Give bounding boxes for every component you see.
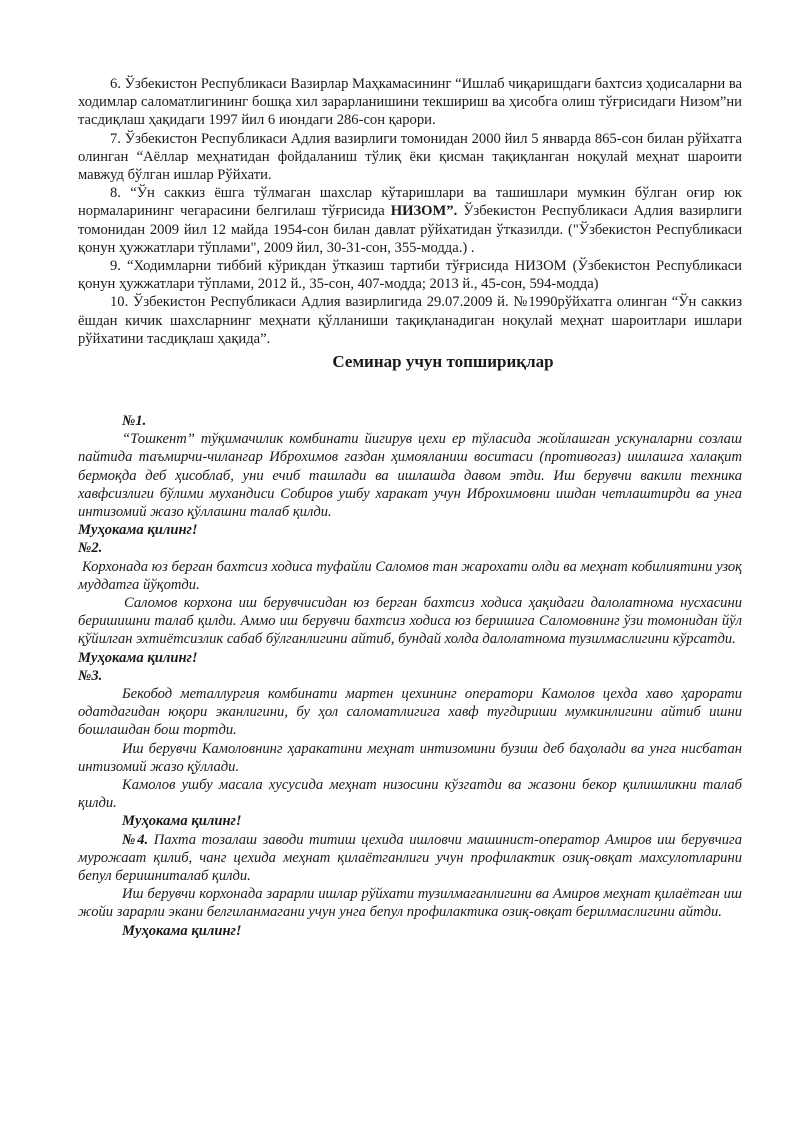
reference-text-bold: НИЗОМ”. bbox=[390, 203, 458, 220]
reference-text: “Ўн саккиз ёшга тўлмаган шахслар кўтаришлари ва ташишлари мумкин бўлган оғир юк нормаларининг чегарасини белгилаш тўғрисида bbox=[78, 185, 742, 220]
reference-text: Ўзбекистон Республикаси Адлия вазирлиги томонидан 2009 йил 12 майда 1954-сон билан давлат рўйхатидан ўтказилди. ("Ўзбекистон Республикаси қонун ҳужжатлари тўплами", 2009 йил, 30-31-сон, 355-модда.) . bbox=[78, 203, 742, 256]
reference-item bbox=[78, 184, 742, 257]
task-list bbox=[78, 412, 742, 940]
reference-item bbox=[78, 75, 742, 130]
discuss-label: Муҳокама қилинг! bbox=[122, 922, 242, 939]
reference-list bbox=[78, 75, 742, 348]
task-text: Бекобод металлургия комбинати мартен цехининг оператори Камолов цехда хаво ҳарорати одатдагидан юқори эканлигини, бу ҳол саломатлигига хавф тугдириши мумкинлигини айтиб ишни бошлашдан бош тортди. bbox=[78, 686, 742, 739]
reference-number: 10. bbox=[110, 294, 129, 311]
reference-text: Ўзбекистон Республикаси Адлия вазирлигида 29.07.2009 й. №1990рўйхатга олинган “Ўн саккиз ёшдан кичик шахсларнинг меҳнати қўлланиши тақиқланадиган ноқулай меҳнат шароитлари ишлари рўйхатини тасдиқлаш ҳақида”. bbox=[78, 294, 742, 347]
reference-item bbox=[78, 257, 742, 293]
task-text: “Тошкент” тўқимачилик комбинати йигирув цехи ер тўласида жойлашган ускуналарни созлаш пайтида таъмирчи-чилангар Иброхимов газдан ҳимояланиш воситаси (противогаз) ишлашга халақит бермоқда деб ҳисоблаб, уни ечиб ташлади ва ишлашда давом этди. Иш берувчи вакили техника хавфсизлиги бўлими мухандиси Собиров ушбу харакат учун Иброхимовни ишдан четлаштирди ва унга интизомий жазо қўллашни талаб қилди. bbox=[78, 431, 742, 521]
discuss-label: Муҳокама қилинг! bbox=[122, 813, 242, 830]
reference-text: Ўзбекистон Республикаси Вазирлар Маҳкамасининг “Ишлаб чиқаришдаги бахтсиз ҳодисаларни ва ходимлар саломатлигининг бошқа хил зарарланишини текшириш ва ҳисобга олиш тўғрисидаги Низом”ни тасдиқлаш ҳақидаги 1997 йил 6 июндаги 286-сон қарори. bbox=[78, 76, 742, 129]
reference-item bbox=[78, 130, 742, 185]
reference-number: 7. bbox=[110, 130, 121, 147]
task-number: №2. bbox=[78, 540, 103, 557]
task-number: №3. bbox=[78, 667, 103, 684]
task-text: Корхонада юз берган бахтсиз ходиса туфайли Саломов тан жарохати олди ва меҳнат кобилиятини узоқ муддатга йўқотди. bbox=[78, 558, 742, 593]
reference-text: Ўзбекистон Республикаси Адлия вазирлиги томонидан 2000 йил 5 январда 865-сон билан рўйхатга олинган “Аёллар меҳнатидан фойдаланиш тўлиқ ёки қисман тақиқланган ноқулай меҳнат шароити мавжуд бўлган ишлар Рўйхати. bbox=[78, 130, 742, 184]
task-number: №4. bbox=[122, 831, 149, 848]
section-heading: Семинар учун топшириқлар bbox=[332, 352, 554, 371]
reference-number: 6. bbox=[110, 76, 121, 92]
task-text-body: Пахта тозалаш заводи титиш цехида ишловчи машинист-оператор Амиров иш берувчига мурожаат қилиб, чанг цехида меҳнат қилаётганлиги учун профилактик озиқ-овқат махсулотларини бепул беришниталаб қилди. bbox=[78, 831, 742, 885]
reference-item bbox=[78, 293, 742, 348]
task-text: Иш берувчи корхонада зарарли ишлар рўйхати тузилмаганлигини ва Амиров меҳнат қилаётган иш жойи зарарли экани белгиланмагани учун унга бепул профилактика озиқ-овқат берилмаслигини айтди. bbox=[78, 886, 742, 921]
task-text bbox=[78, 831, 742, 886]
discuss-label: Муҳокама қилинг! bbox=[78, 649, 198, 666]
discuss-label: Муҳокама қилинг! bbox=[78, 522, 198, 539]
reference-text: “Ходимларни тиббий кўрикдан ўтказиш тартиби тўғрисида НИЗОМ (Ўзбекистон Республикаси қонун ҳужжатлари тўплами, 2012 й., 35-сон, 407-модда; 2013 й., 45-сон, 594-модда) bbox=[78, 258, 742, 293]
reference-number: 8. bbox=[110, 185, 121, 202]
task-text: Саломов корхона иш берувчисидан юз берган бахтсиз ходиса ҳақидаги далолатнома нусхасини беришишни талаб қилди. Аммо иш берувчи бахтсиз ходиса юз беришига Саломовнинг ўзи томонидан йўл қўйилган эхтиётсизлик сабаб бўлганлигини айтиб, бундай холда далолатнома тузилмаслигини кўрсатди. bbox=[78, 595, 742, 648]
task-number: №1. bbox=[122, 413, 147, 429]
reference-number: 9. bbox=[110, 258, 121, 275]
task-text: Камолов ушбу масала хусусида меҳнат низосини кўзгатди ва жазони бекор қилишликни талаб қилди. bbox=[78, 777, 742, 812]
task-text: Иш берувчи Камоловнинг ҳаракатини меҳнат интизомини бузиш деб баҳолади ва унга нисбатан интизомий жазо қўллади. bbox=[78, 740, 742, 775]
